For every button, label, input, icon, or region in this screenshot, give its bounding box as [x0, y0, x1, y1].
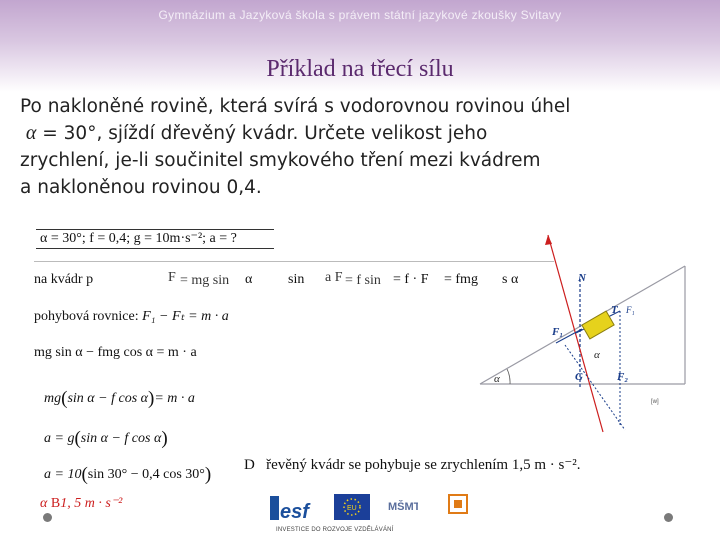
- label-f2: F₂: [617, 371, 629, 383]
- label-alpha-left: α: [494, 373, 500, 385]
- bullet-dot-right: [664, 513, 673, 522]
- alpha-symbol: α: [25, 122, 37, 144]
- label-g: G: [575, 371, 583, 383]
- label-f1: F₁: [552, 326, 564, 338]
- row1-sin: sin: [288, 272, 305, 287]
- row1-overlap-a: F: [168, 270, 176, 285]
- wooden-block: [582, 311, 614, 339]
- problem-line-1: Po nakloněné rovině, která svírá s vodorovnou rovinou úhel: [20, 96, 571, 117]
- row1-ft2: = f sin: [345, 273, 381, 288]
- label-side: F₁: [626, 305, 635, 315]
- msmt-logo: [386, 490, 418, 522]
- alpha-angle-arc: [507, 369, 510, 384]
- opvk-logo: [446, 492, 470, 518]
- equation-5: a = 10(sin 30° − 0,4 cos 30°): [44, 464, 212, 485]
- problem-line-2: α = 30°, sjíždí dřevěný kvádr. Určete velikost jeho: [25, 122, 488, 144]
- row1-left: na kvádr p: [34, 272, 94, 287]
- msmt-logo-text: MŠMT: [388, 501, 418, 513]
- esf-logo: [270, 494, 330, 524]
- motion-equation: pohybová rovnice: F₁ − Fₜ = m · a: [34, 309, 229, 324]
- slide-title: Příklad na třecí sílu: [266, 56, 454, 82]
- result-sentence: D řevěný kvádr se pohybuje se zrychlením 1,5 m · s⁻².: [244, 457, 581, 473]
- problem-line-3: zrychlení, je-li součinitel smykového tření mezi kvádrem: [20, 150, 541, 171]
- bullet-dot-left: [43, 513, 52, 522]
- row1-tail: s α: [502, 272, 519, 287]
- row1-alpha: α: [245, 272, 253, 287]
- problem-line-4: a nakloněnou rovinou 0,4.: [20, 177, 262, 198]
- eu-flag: [334, 494, 370, 520]
- label-n: N: [578, 272, 586, 284]
- row1-overlap-b: = mg sin: [180, 273, 230, 288]
- school-name: Gymnázium a Jazyková škola s právem státní jazykové zkoušky Svitavy: [158, 8, 562, 22]
- inclined-plane-diagram: [470, 225, 695, 450]
- row1-eq: = f · F: [393, 272, 429, 287]
- label-alpha-mid: α: [594, 349, 600, 361]
- row1-ft: a F: [325, 270, 343, 285]
- given-values: α = 30°; f = 0,4; g = 10m·s⁻²; a = ?: [40, 231, 237, 246]
- problem-statement: [20, 93, 710, 201]
- partial-result: α B1, 5 m · s⁻²: [40, 496, 123, 511]
- label-t: T: [611, 304, 618, 316]
- eu-flag-text: EU: [347, 505, 357, 512]
- normal-arrow-head: [545, 235, 552, 245]
- row1-eq2: = fmg: [444, 272, 478, 287]
- label-box: [w]: [651, 399, 659, 405]
- logo-caption: INVESTICE DO ROZVOJE VZDĚLÁVÁNÍ: [276, 527, 394, 533]
- equation-3: mg(sin α − f cos α)= m · a: [44, 388, 195, 409]
- equation-2: mg sin α − fmg cos α = m · a: [34, 345, 197, 360]
- equation-4: a = g(sin α − f cos α): [44, 428, 168, 449]
- esf-logo-text: esf: [280, 501, 309, 523]
